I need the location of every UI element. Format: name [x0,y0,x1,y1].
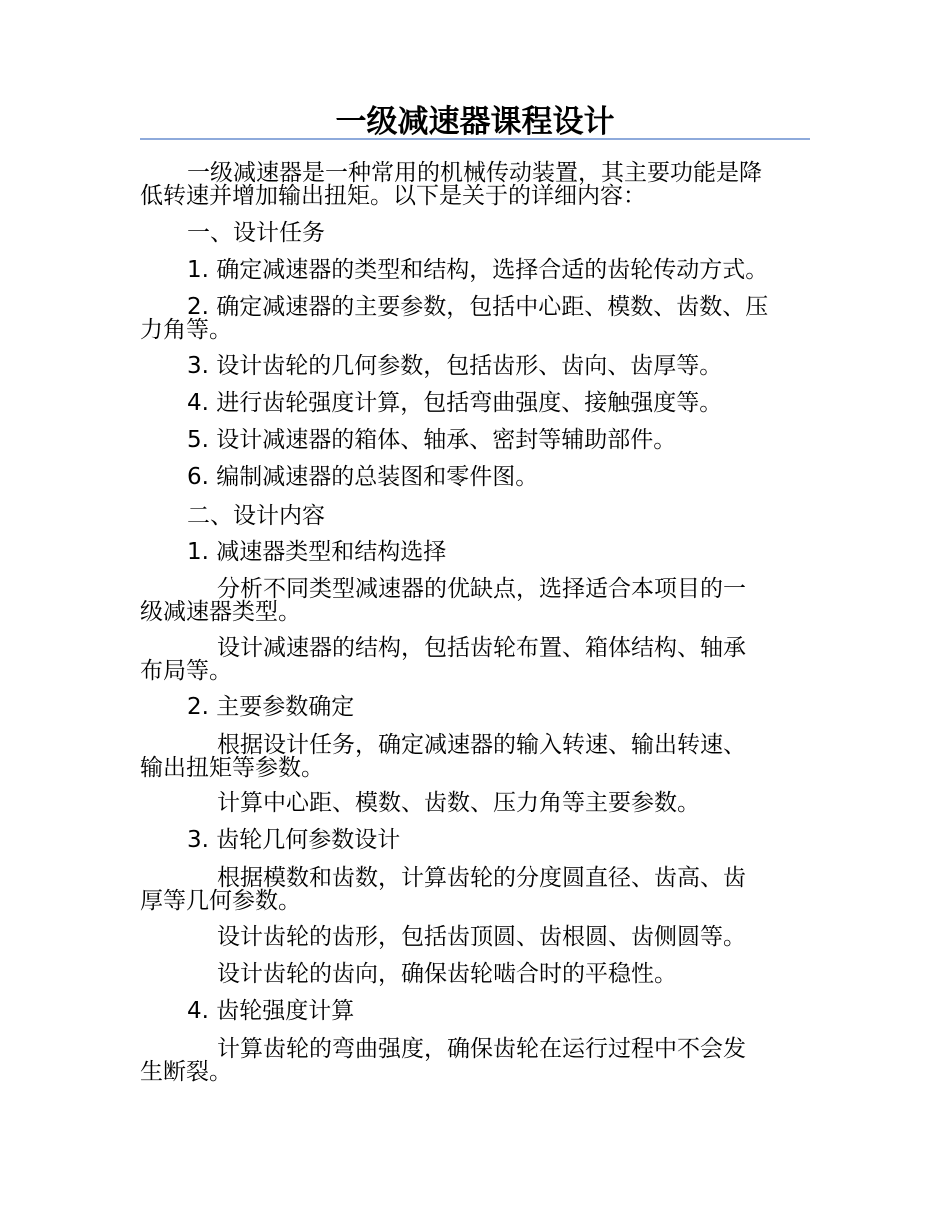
content1-p1-line-2: 级减速器类型。 [140,599,301,625]
task-item-4-text: 4. 进行齿轮强度计算，包括弯曲强度、接触强度等。 [187,390,723,416]
task-item-5-text: 5. 设计减速器的箱体、轴承、密封等辅助部件。 [187,427,677,453]
task-item-6-text: 6. 编制减速器的总装图和零件图。 [187,464,539,490]
content1-p2-line-2: 布局等。 [140,658,232,684]
content4-heading [140,1000,810,1023]
intro-line-1: 一级减速器是一种常用的机械传动装置，其主要功能是降 [187,160,762,186]
section1-heading [140,222,810,245]
content1-heading-text: 1. 减速器类型和结构选择 [187,539,447,565]
content3-paragraph-1 [140,867,810,913]
content2-paragraph-2 [140,792,810,815]
content3-paragraph-3 [140,963,810,986]
task-item-3 [140,355,810,378]
task-item-6 [140,466,810,489]
content4-paragraph-1 [140,1038,810,1084]
content3-p2-text: 设计齿轮的齿形，包括齿顶圆、齿根圆、齿侧圆等。 [217,924,746,950]
task-item-1 [140,259,810,282]
task-item-2-line-2: 力角等。 [140,317,232,343]
intro-paragraph [140,162,810,208]
content2-p1-line-1: 根据设计任务，确定减速器的输入转速、输出转速、 [217,732,746,758]
section2-heading [140,505,810,528]
content1-paragraph-2 [140,637,810,683]
content3-p1-line-1: 根据模数和齿数，计算齿轮的分度圆直径、齿高、齿 [217,865,746,891]
task-item-4 [140,392,810,415]
content3-p3-text: 设计齿轮的齿向，确保齿轮啮合时的平稳性。 [217,961,677,987]
content3-p1-line-2: 厚等几何参数。 [140,888,301,914]
content2-p1-line-2: 输出扭矩等参数。 [140,755,324,781]
section1-heading-text: 一、设计任务 [187,220,325,246]
task-item-5 [140,429,810,452]
document-title: 一级减速器课程设计 [335,104,615,140]
content3-heading-text: 3. 齿轮几何参数设计 [187,827,401,853]
task-item-2-line-1: 2. 确定减速器的主要参数，包括中心距、模数、齿数、压 [187,294,769,320]
content1-p1-line-1: 分析不同类型减速器的优缺点，选择适合本项目的一 [217,576,746,602]
task-item-1-text: 1. 确定减速器的类型和结构，选择合适的齿轮传动方式。 [187,257,769,283]
task-item-3-text: 3. 设计齿轮的几何参数，包括齿形、齿向、齿厚等。 [187,353,723,379]
content4-p1-line-1: 计算齿轮的弯曲强度，确保齿轮在运行过程中不会发 [217,1036,746,1062]
content2-heading [140,696,810,719]
content1-paragraph-1 [140,578,810,624]
task-item-2 [140,296,810,342]
section2-heading-text: 二、设计内容 [187,503,325,529]
content2-p2-text: 计算中心距、模数、齿数、压力角等主要参数。 [217,790,700,816]
content1-heading [140,541,810,564]
title-underline [140,138,810,140]
content2-paragraph-1 [140,734,810,780]
content4-heading-text: 4. 齿轮强度计算 [187,998,355,1024]
intro-line-2: 低转速并增加输出扭矩。以下是关于的详细内容： [140,183,646,209]
content3-paragraph-2 [140,926,810,949]
content4-p1-line-2: 生断裂。 [140,1059,232,1085]
content3-heading [140,829,810,852]
content1-p2-line-1: 设计减速器的结构，包括齿轮布置、箱体结构、轴承 [217,635,746,661]
content2-heading-text: 2. 主要参数确定 [187,694,355,720]
